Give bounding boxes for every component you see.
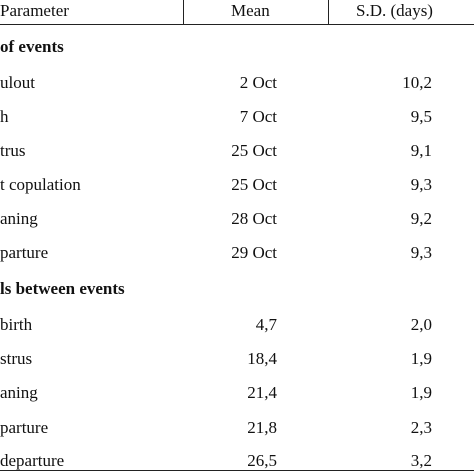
row-sd: 9,3: [410, 243, 432, 262]
row-mean: 4,7: [255, 315, 277, 334]
row-label: birth: [0, 315, 33, 334]
row-label: h: [0, 107, 9, 126]
row-sd: 1,9: [410, 349, 432, 368]
row-mean: 29 Oct: [231, 243, 277, 262]
row-mean: 2 Oct: [239, 73, 277, 92]
table-top-rule: [0, 24, 474, 25]
row-label: t copulation: [0, 175, 81, 194]
header-mean: Mean: [231, 1, 270, 20]
row-mean: 28 Oct: [231, 209, 277, 228]
row-mean: 26,5: [247, 451, 277, 470]
row-mean: 21,8: [247, 418, 277, 437]
row-label: aning: [0, 383, 38, 402]
row-label: ulout: [0, 73, 35, 92]
row-sd: 3,2: [410, 451, 432, 470]
row-sd: 9,2: [410, 209, 432, 228]
row-sd: 1,9: [410, 383, 432, 402]
row-label: departure: [0, 451, 65, 470]
section-title-events: of events: [0, 37, 64, 56]
row-label: strus: [0, 349, 33, 368]
row-mean: 25 Oct: [231, 175, 277, 194]
row-sd: 9,1: [410, 141, 432, 160]
row-sd: 2,0: [410, 315, 432, 334]
row-label: parture: [0, 243, 49, 262]
row-sd: 2,3: [410, 418, 432, 437]
row-sd: 9,5: [410, 107, 432, 126]
header-parameter: Parameter: [0, 1, 69, 20]
row-label: parture: [0, 418, 49, 437]
row-label: aning: [0, 209, 38, 228]
row-sd: 10,2: [402, 73, 432, 92]
row-label: trus: [0, 141, 26, 160]
section-title-intervals: ls between events: [0, 279, 125, 298]
row-mean: 18,4: [247, 349, 277, 368]
header-column-divider: [183, 0, 184, 24]
row-mean: 25 Oct: [231, 141, 277, 160]
row-mean: 7 Oct: [239, 107, 277, 126]
header-column-divider: [328, 0, 329, 24]
header-sd: S.D. (days): [356, 1, 433, 20]
row-sd: 9,3: [410, 175, 432, 194]
row-mean: 21,4: [247, 383, 277, 402]
